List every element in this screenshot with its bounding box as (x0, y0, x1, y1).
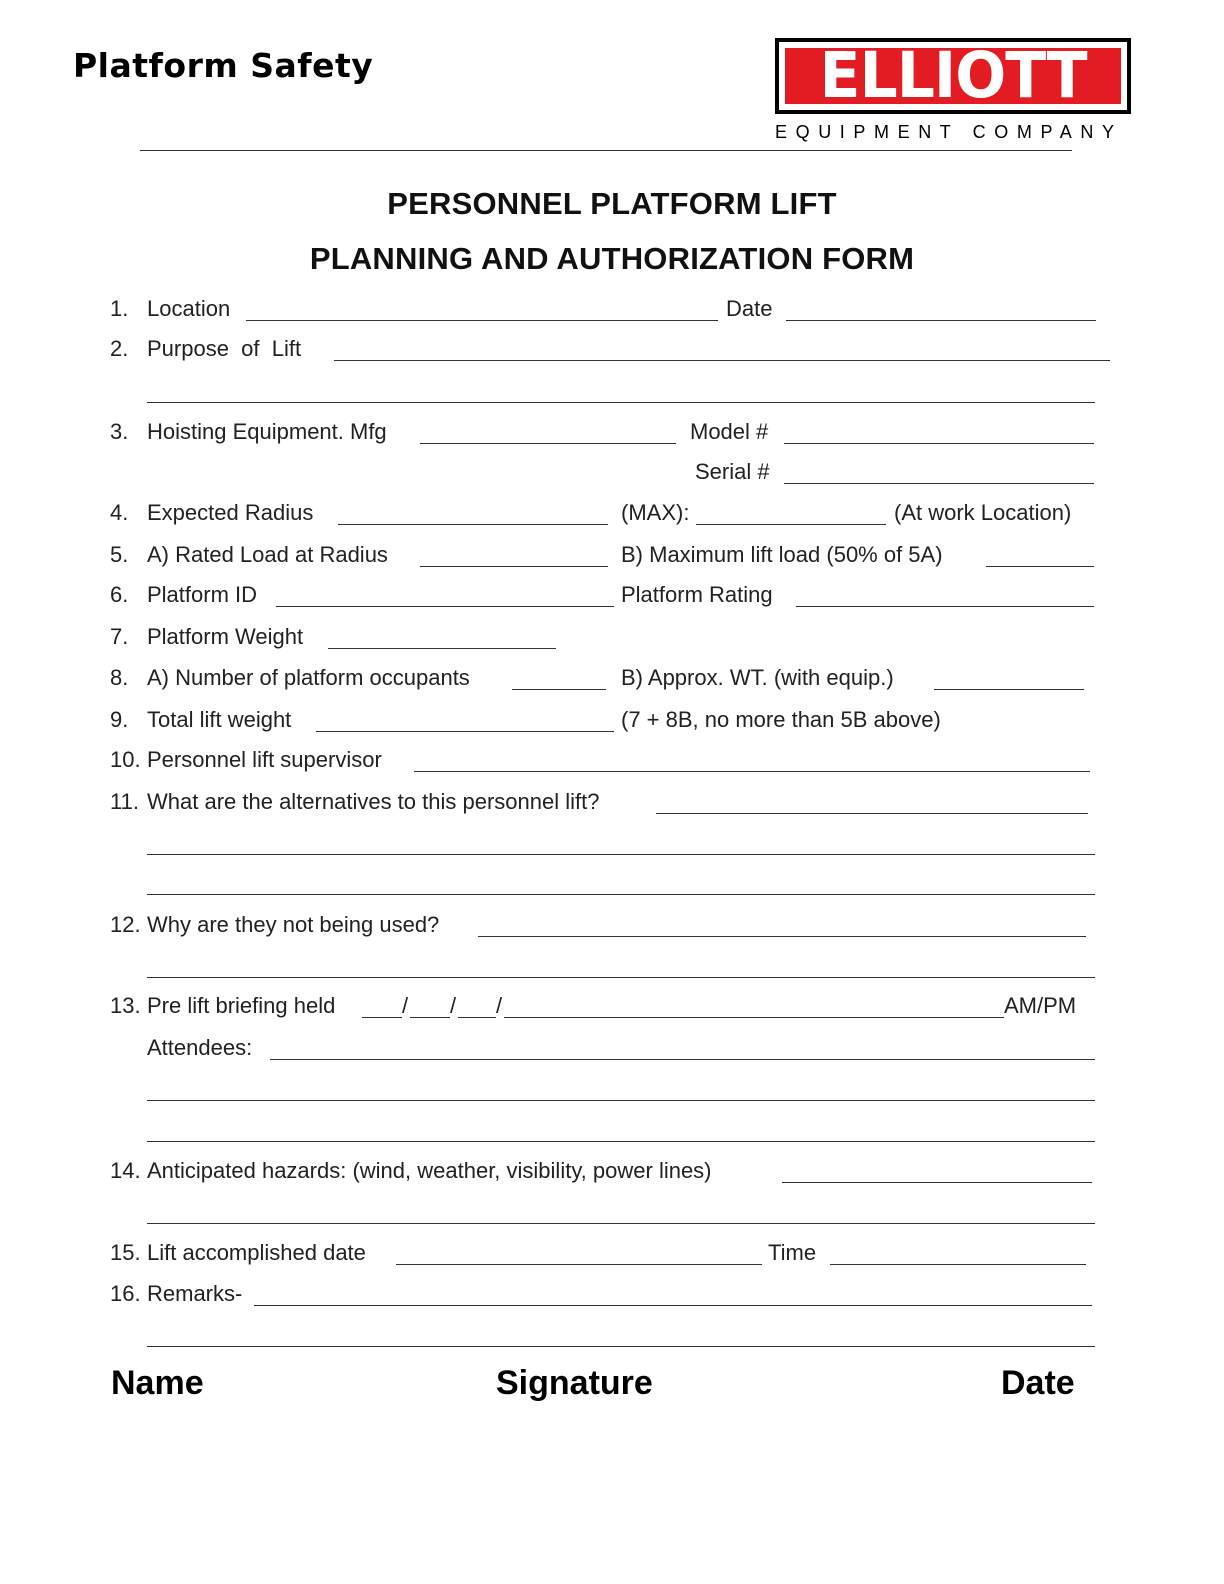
total-lift-weight-label: Total lift weight (147, 707, 292, 732)
item-4-row (110, 500, 1120, 532)
item-number: 16. (110, 1281, 141, 1306)
supervisor-field[interactable] (414, 771, 1090, 772)
item-3-row (110, 419, 1120, 451)
item-6-row (110, 582, 1120, 614)
item-15-row (110, 1240, 1120, 1272)
item-10-row (110, 747, 1120, 779)
max-radius-field[interactable] (696, 524, 886, 525)
company-logo (775, 38, 1131, 114)
item-number: 8. (110, 665, 129, 690)
purpose-field[interactable] (334, 360, 1110, 361)
item-number: 3. (110, 419, 129, 444)
hoisting-mfg-field[interactable] (420, 443, 676, 444)
item-2-row (110, 336, 1120, 368)
item-7-row (110, 624, 1120, 656)
item-14-continuation (110, 1199, 1120, 1231)
rated-load-label: A) Rated Load at Radius (147, 542, 388, 567)
name-heading: Name (111, 1364, 204, 1402)
remarks-label: Remarks- (147, 1281, 243, 1306)
item-number: 2. (110, 336, 129, 361)
item-5-row (110, 542, 1120, 574)
platform-id-label: Platform ID (147, 582, 258, 607)
attendees-field[interactable] (270, 1059, 1095, 1060)
alternatives-field[interactable] (656, 813, 1088, 814)
max-lift-load-field[interactable] (986, 566, 1094, 567)
item-number: 9. (110, 707, 129, 732)
expected-radius-field[interactable] (338, 524, 608, 525)
item-9-row (110, 707, 1120, 739)
signature-heading: Signature (496, 1364, 653, 1402)
item-11-continuation-1 (110, 830, 1120, 862)
purpose-label: Purpose of Lift (147, 336, 302, 361)
form-title-line2: PLANNING AND AUTHORIZATION FORM (309, 241, 915, 276)
item-number: 6. (110, 582, 129, 607)
max-label: (MAX): (621, 500, 690, 525)
time-label: Time (768, 1240, 817, 1265)
approx-weight-field[interactable] (934, 689, 1084, 690)
rated-load-field[interactable] (420, 566, 608, 567)
remarks-field[interactable] (254, 1305, 1092, 1306)
alternatives-field-line2[interactable] (147, 854, 1095, 855)
lift-accomplished-date-label: Lift accomplished date (147, 1240, 366, 1265)
platform-rating-field[interactable] (796, 606, 1094, 607)
briefing-year-field[interactable] (458, 1017, 496, 1018)
time-field[interactable] (830, 1264, 1086, 1265)
lift-accomplished-date-field[interactable] (396, 1264, 762, 1265)
header-divider (140, 150, 1072, 151)
date-separator: / (402, 993, 409, 1018)
platform-weight-label: Platform Weight (147, 624, 304, 649)
page-header-title: Platform Safety (73, 46, 374, 85)
item-2-continuation (110, 378, 1120, 410)
expected-radius-label: Expected Radius (147, 500, 314, 525)
date-heading: Date (1001, 1364, 1075, 1402)
date-field[interactable] (786, 320, 1096, 321)
item-number: 5. (110, 542, 129, 567)
hazards-field[interactable] (782, 1182, 1092, 1183)
item-number: 12. (110, 912, 141, 937)
attendees-continuation-2 (110, 1117, 1120, 1149)
why-not-used-field-line2[interactable] (147, 977, 1095, 978)
item-number: 1. (110, 296, 129, 321)
serial-field[interactable] (784, 483, 1094, 484)
item-12-continuation (110, 953, 1120, 985)
hazards-field-line2[interactable] (147, 1223, 1095, 1224)
item-number: 13. (110, 993, 141, 1018)
item-16-row (110, 1281, 1120, 1313)
attendees-field-line2[interactable] (147, 1100, 1095, 1101)
alternatives-field-line3[interactable] (147, 894, 1095, 895)
item-number: 4. (110, 500, 129, 525)
remarks-field-line2[interactable] (147, 1346, 1095, 1347)
briefing-day-field[interactable] (410, 1017, 450, 1018)
form-title-line1: PERSONNEL PLATFORM LIFT (387, 186, 837, 221)
item-1-row (110, 296, 1120, 328)
approx-weight-label: B) Approx. WT. (with equip.) (621, 665, 894, 690)
alternatives-label: What are the alternatives to this personnel lift? (147, 789, 600, 814)
platform-id-field[interactable] (276, 606, 614, 607)
supervisor-label: Personnel lift supervisor (147, 747, 382, 772)
briefing-time-field[interactable] (504, 1017, 1004, 1018)
am-pm-label: AM/PM (1004, 993, 1077, 1018)
item-number: 7. (110, 624, 129, 649)
item-number: 10. (110, 747, 141, 772)
attendees-label: Attendees: (147, 1035, 253, 1060)
item-11-row (110, 789, 1120, 821)
date-separator: / (450, 993, 457, 1018)
hazards-label: Anticipated hazards: (wind, weather, visibility, power lines) (147, 1158, 712, 1183)
attendees-row (110, 1035, 1120, 1067)
location-label: Location (147, 296, 231, 321)
item-11-continuation-2 (110, 870, 1120, 902)
occupants-field[interactable] (512, 689, 606, 690)
serial-label: Serial # (695, 459, 770, 484)
item-8-row (110, 665, 1120, 697)
work-location-note: (At work Location) (894, 500, 1072, 525)
item-12-row (110, 912, 1120, 944)
occupants-label: A) Number of platform occupants (147, 665, 470, 690)
logo-tagline: EQUIPMENT COMPANY (775, 122, 1123, 142)
attendees-field-line3[interactable] (147, 1141, 1095, 1142)
total-lift-weight-note: (7 + 8B, no more than 5B above) (621, 707, 941, 732)
date-separator: / (496, 993, 503, 1018)
item-16-continuation (110, 1322, 1120, 1354)
item-13-row (110, 993, 1120, 1025)
item-number: 11. (110, 789, 139, 814)
item-14-row (110, 1158, 1120, 1190)
why-not-used-field[interactable] (478, 936, 1086, 937)
item-number: 14. (110, 1158, 141, 1183)
date-label: Date (726, 296, 773, 321)
logo-brand-text: ELLIOTT (819, 39, 1087, 113)
max-lift-load-label: B) Maximum lift load (50% of 5A) (621, 542, 943, 567)
hoisting-mfg-label: Hoisting Equipment. Mfg (147, 419, 387, 444)
model-label: Model # (690, 419, 769, 444)
attendees-continuation-1 (110, 1076, 1120, 1108)
pre-lift-briefing-label: Pre lift briefing held (147, 993, 336, 1018)
briefing-month-field[interactable] (362, 1017, 402, 1018)
platform-weight-field[interactable] (328, 648, 556, 649)
item-3-serial-row (110, 459, 1120, 491)
logo-red-panel (785, 39, 1121, 113)
item-number: 15. (110, 1240, 141, 1265)
platform-rating-label: Platform Rating (621, 582, 773, 607)
purpose-field-line2[interactable] (147, 402, 1095, 403)
model-field[interactable] (784, 443, 1094, 444)
location-field[interactable] (246, 320, 718, 321)
why-not-used-label: Why are they not being used? (147, 912, 440, 937)
total-lift-weight-field[interactable] (316, 731, 614, 732)
